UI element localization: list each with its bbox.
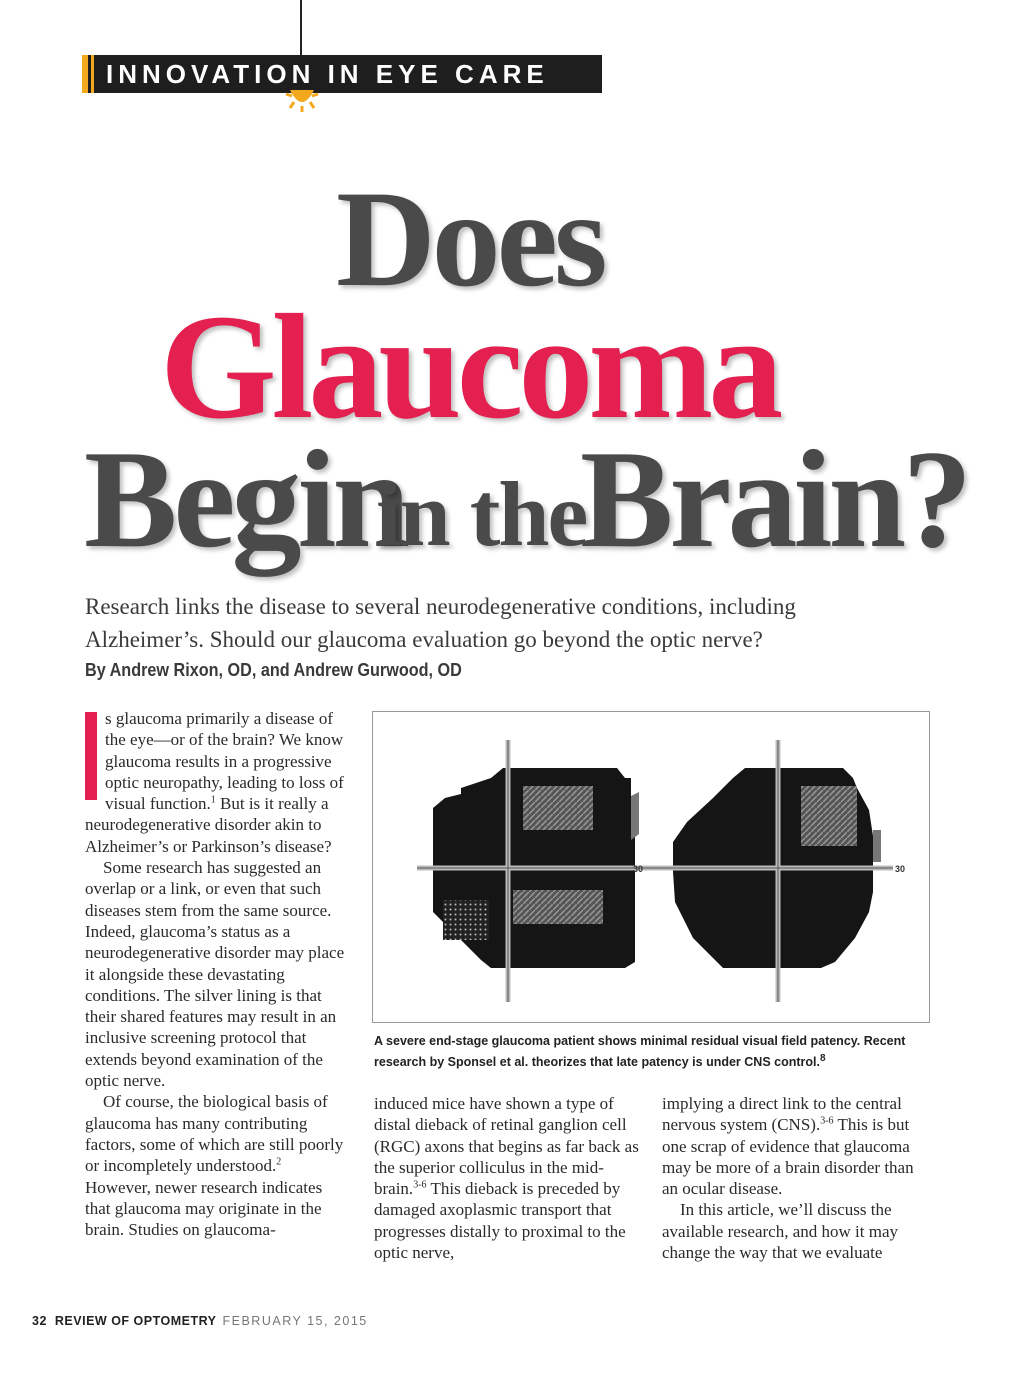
body-column-3-text-cont: This is but one scrap of evidence that glaucoma may be more of a brain disorder than an ocular disease. [662,1115,914,1199]
byline: By Andrew Rixon, OD, and Andrew Gurwood, OD [85,660,462,680]
body-column-3 [662,1093,930,1263]
right-axis-label: 30 [895,864,906,874]
title-word-brain: Brain? [580,422,969,577]
reference-3-6-b: 3-6 [820,1115,834,1127]
body-paragraph-1: s glaucoma primarily a disease of the eye—or of the brain? We know glaucoma results in a progressive optic neuropathy, leading to loss of visual function. [105,709,344,814]
reference-3-6-a: 3-6 [413,1179,427,1191]
issue-date: FEBRUARY 15, 2015 [222,1314,368,1328]
lightbulb-wire [300,0,302,58]
page-footer [32,1314,368,1328]
right-eye-field [653,740,893,1002]
title-word-in-the: in the [376,463,587,565]
drop-cap-bar [85,712,97,800]
left-eye-field [417,740,653,1002]
visual-field-figure [372,711,930,1023]
body-column-1 [85,708,347,1240]
reference-2: 2 [276,1156,282,1168]
visual-field-plots [373,712,929,1022]
title-line-does: Does [336,162,604,315]
body-column-2-text: induced mice have shown a type of distal dieback of retinal ganglion cell (RGC) axons that begins as far back as the superior colliculus in the mid-brain. [374,1094,639,1199]
figure-caption-text: A severe end-stage glaucoma patient shows minimal residual visual field patency. Recent research by Sponsel et al. theorizes that late patency is under CNS control. [374,1034,906,1069]
body-paragraph-3-cont: However, newer research indicates that glaucoma may originate in the brain. Studies on glaucoma- [85,1177,323,1240]
reference-8: 8 [819,1052,826,1064]
body-paragraph-2: Some research has suggested an overlap or a link, or even that such diseases stem from the same source. Indeed, glaucoma’s status as a neurodegenerative disorder may place it alongside these devastating conditions. The silver lining is that their shared features may result in an inclusive screening protocol that extends beyond examination of the optic nerve. [85,858,345,1091]
lightbulb-icon [282,88,322,112]
page-number: 32 [32,1314,47,1328]
left-axis-label: 30 [633,864,644,874]
banner-accent-bar-thin [91,55,94,93]
figure-caption [374,1031,934,1073]
banner-text: INNOVATION IN EYE CARE [106,59,549,89]
reference-1: 1 [210,794,216,806]
body-column-3-paragraph-2: In this article, we’ll discuss the available research, and how it may change the way that we evaluate [662,1200,899,1263]
body-column-2-text-cont: This dieback is preceded by damaged axoplasmic transport that progresses distally to proximal to the optic nerve, [374,1179,626,1263]
body-column-3-text: implying a direct link to the central nervous system (CNS). [662,1094,902,1135]
section-banner [82,55,602,93]
banner-accent-bar [82,55,88,93]
body-column-2 [374,1093,642,1263]
body-paragraph-3: Of course, the biological basis of glaucoma has many contributing factors, some of which are still poorly or incompletely understood. [85,1092,344,1176]
publication-name: REVIEW OF OPTOMETRY [54,1314,217,1328]
article-deck: Research links the disease to several neurodegenerative conditions, including Alzheimer’s. Should our glaucoma evaluation go beyond the optic nerve? [85,594,796,652]
title-word-begin: Begin [84,422,407,577]
body-paragraph-1-cont: But is it really a neurodegenerative disorder akin to Alzheimer’s or Parkinson’s disease? [85,794,332,856]
title-line-glaucoma: Glaucoma [160,284,779,450]
